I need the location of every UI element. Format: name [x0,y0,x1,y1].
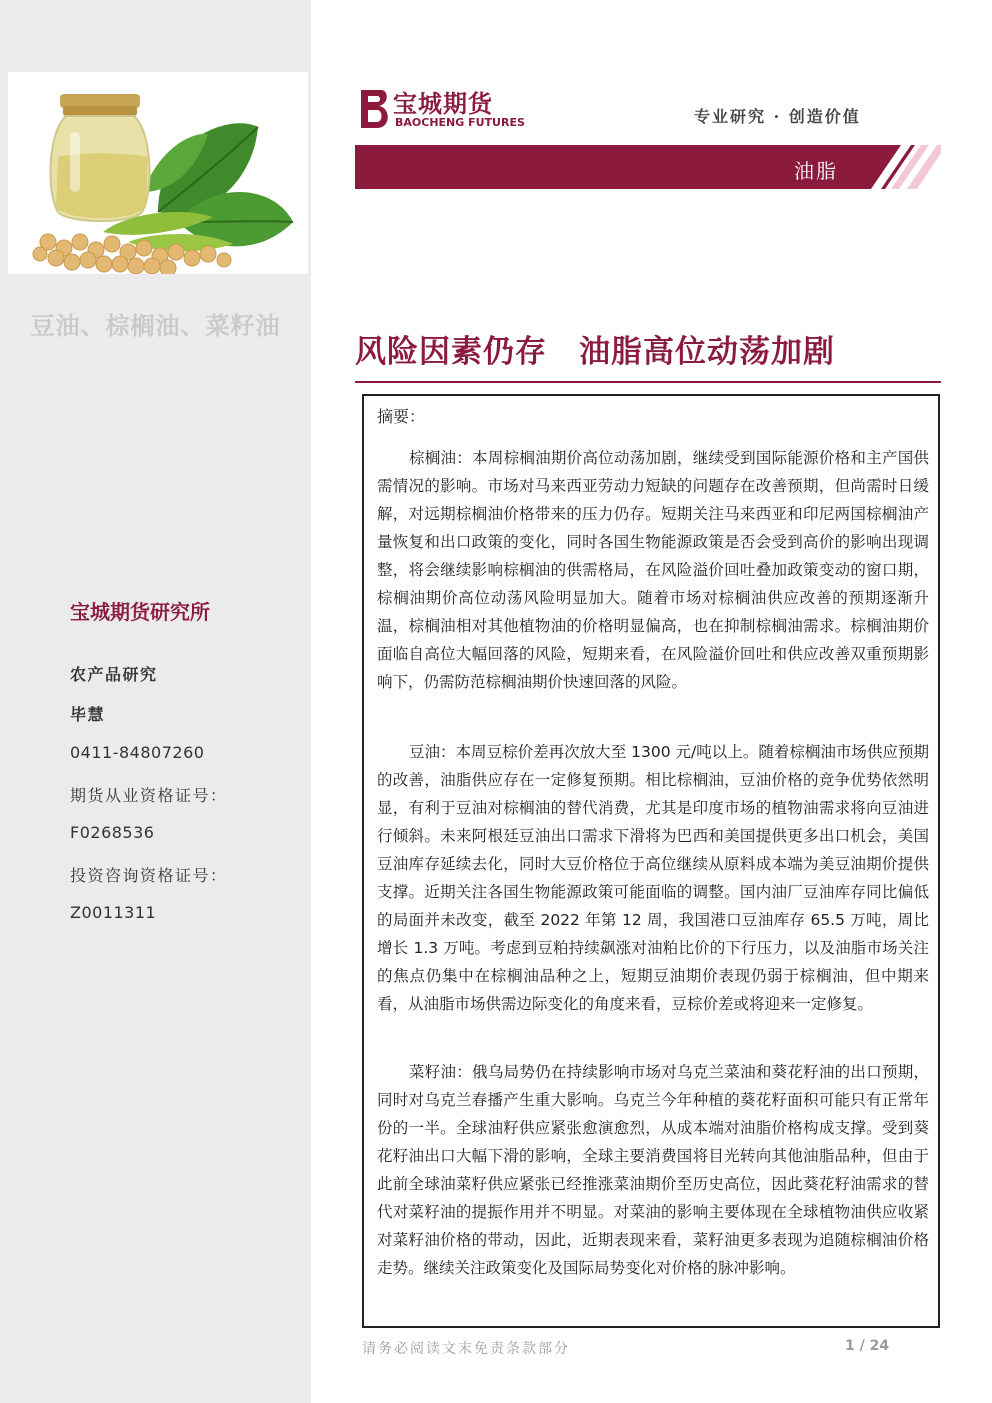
futures-cert-label: 期货从业资格证号： [70,786,228,805]
soybean-oil-paragraph: 豆油：本周豆棕价差再次放大至 1300 元/吨以上。随着棕榈油市场供应预期的改善，油脂供应存在一定修复预期。相比棕榈油，豆油价格的竞争优势依然明显，有利于豆油对棕榈油的替代消费，尤其是印度市场的植物油需求将向豆油进行倾斜。未来阿根廷豆油出口需求下滑将为巴西和美国提供更多出口机会，美国豆油库存延续去化，同时大豆价格位于高位继续从原料成本端为美豆油期价提供支撑。近期关注各国生物能源政策可能面临的调整。国内油厂豆油库存同比偏低的局面并未改变，截至 2022 年第 12 周，我国港口豆油库存 65.5 万吨，周比增长 1.3 万吨。考虑到豆粕持续飙涨对油粕比价的下行压力，以及油脂市场关注的焦点仍集中在棕榈油品种之上，短期豆油期价表现仍弱于棕榈油，但中期来看，从油脂市场供需边际变化的角度来看，豆棕价差或将迎来一定修复。 [377,743,929,1013]
logo-chinese-text: 宝城期货 [393,89,493,118]
analyst-phone: 0411-84807260 [70,743,205,762]
company-logo [355,86,525,132]
analyst-name: 毕慧 [70,705,106,724]
rapeseed-oil-paragraph: 菜籽油：俄乌局势仍在持续影响市场对乌克兰菜油和葵花籽油的出口预期，同时对乌克兰春播产生重大影响。乌克兰今年种植的葵花籽面积可能只有正常年份的一半。全球油籽供应紧张愈演愈烈，从成本端对油脂价格构成支撑。受到葵花籽油出口大幅下滑的影响，全球主要消费国将目光转向其他油脂品种，但由于此前全球油菜籽供应紧张已经推涨菜油期价至历史高位，因此葵花籽油需求的替代对菜籽油的提振作用并不明显。对菜油的影响主要体现在全球植物油供应收紧对菜籽油价格的带动，因此，近期表现来看，菜籽油更多表现为追随棕榈油价格走势。继续关注政策变化及国际局势变化对价格的脉冲影响。 [377,1063,929,1277]
research-institute-name: 宝城期货研究所 [70,600,210,624]
palm-oil-paragraph: 棕榈油：本周棕榈油期价高位动荡加剧，继续受到国际能源价格和主产国供需情况的影响。市场对马来西亚劳动力短缺的问题存在改善预期，但尚需时日缓解，对远期棕榈油价格带来的压力仍存。短期关注马来西亚和印尼两国棕榈油产量恢复和出口政策的变化，同时各国生物能源政策是否会受到高价的影响出现调整，将会继续影响棕榈油的供需格局，在风险溢价回吐叠加政策变动的窗口期，棕榈油期价高位动荡风险明显加大。随着市场对棕榈油供应改善的预期逐渐升温，棕榈油相对其他植物油的价格明显偏高，也在抑制棕榈油需求。棕榈油期价面临自高位大幅回落的风险，短期来看，在风险溢价回吐和供应改善双重预期影响下，仍需防范棕榈油期价快速回落的风险。 [377,449,929,691]
category-label: 油脂 [794,159,838,183]
baocheng-logo-icon [355,86,391,132]
sidebar [0,0,311,1403]
slogan: 专业研究 · 创造价值 [694,107,861,126]
logo-english-text: BAOCHENG FUTURES [395,116,525,129]
abstract-box [362,394,940,1328]
department: 农产品研究 [70,665,158,684]
cover-photo-soy-oil [8,72,308,274]
page-number: 1 / 24 [845,1338,890,1354]
report-title: 风险因素仍存 油脂高位动荡加剧 [355,334,835,370]
abstract-heading: 摘要： [377,407,426,426]
title-divider [355,381,941,383]
disclaimer-note: 请务必阅读文末免责条款部分 [362,1341,570,1357]
futures-cert-number: F0268536 [70,823,155,842]
invest-cert-number: Z0011311 [70,903,157,922]
soybean-oil-jar-image [8,72,308,274]
sidebar-products: 豆油、棕榈油、菜籽油 [30,312,281,340]
invest-cert-label: 投资咨询资格证号： [70,866,228,885]
category-banner [355,145,941,189]
